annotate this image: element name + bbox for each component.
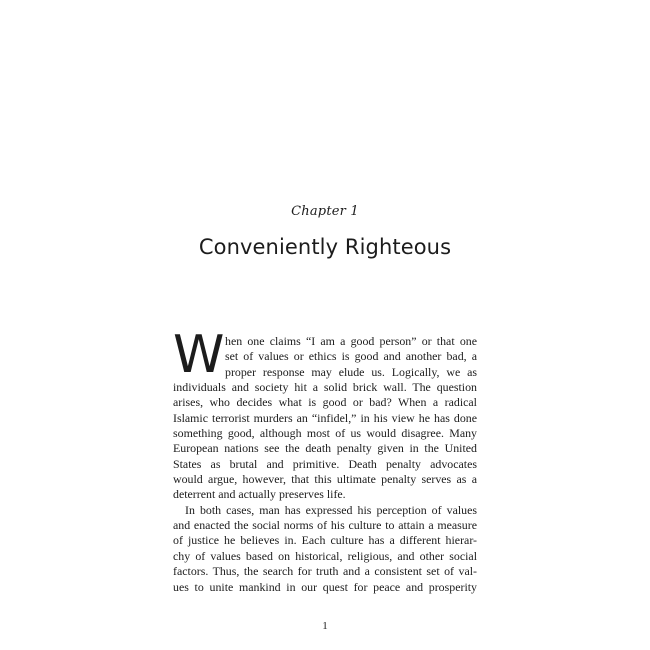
chapter-body — [173, 325, 477, 595]
text-line: would argue, however, that this ultimate penalty serves as a — [173, 472, 477, 487]
text-line: hen one claims “I am a good person” or that one — [225, 334, 477, 348]
text-line: deterrent and actually preserves life. — [173, 487, 346, 502]
text-line: European nations see the death penalty given in the United — [173, 441, 477, 456]
drop-cap: W — [173, 325, 225, 385]
text-line: Islamic terrorist murders an “infidel,” in his view he has done — [173, 410, 477, 425]
text-line: and enacted the social norms of his culture to attain a measure — [173, 518, 477, 533]
text-line: something good, although most of us would disagree. Many — [173, 426, 477, 441]
text-line: arises, who decides what is good or bad? When a radical — [173, 395, 477, 410]
page-number: 1 — [322, 620, 328, 632]
text-line: proper response may elude us. Logically, we as — [225, 364, 477, 379]
text-line: set of values or ethics is good and another bad, a — [225, 349, 477, 364]
text-line: In both cases, man has expressed his perception of values — [185, 502, 477, 517]
text-line: chy of values based on historical, religious, and other social — [173, 548, 477, 563]
text-line: ues to unite mankind in our quest for peace and prosperity — [173, 579, 477, 594]
chapter-label: Chapter 1 — [291, 204, 359, 219]
text-line: individuals and society hit a solid brick wall. The question — [173, 380, 477, 395]
text-line: States as brutal and primitive. Death penalty advocates — [173, 456, 477, 471]
text-line: factors. Thus, the search for truth and a consistent set of val- — [173, 564, 477, 579]
text-line: of justice he believes in. Each culture has a different hierar- — [173, 533, 477, 548]
chapter-title: Conveniently Righteous — [198, 235, 452, 259]
